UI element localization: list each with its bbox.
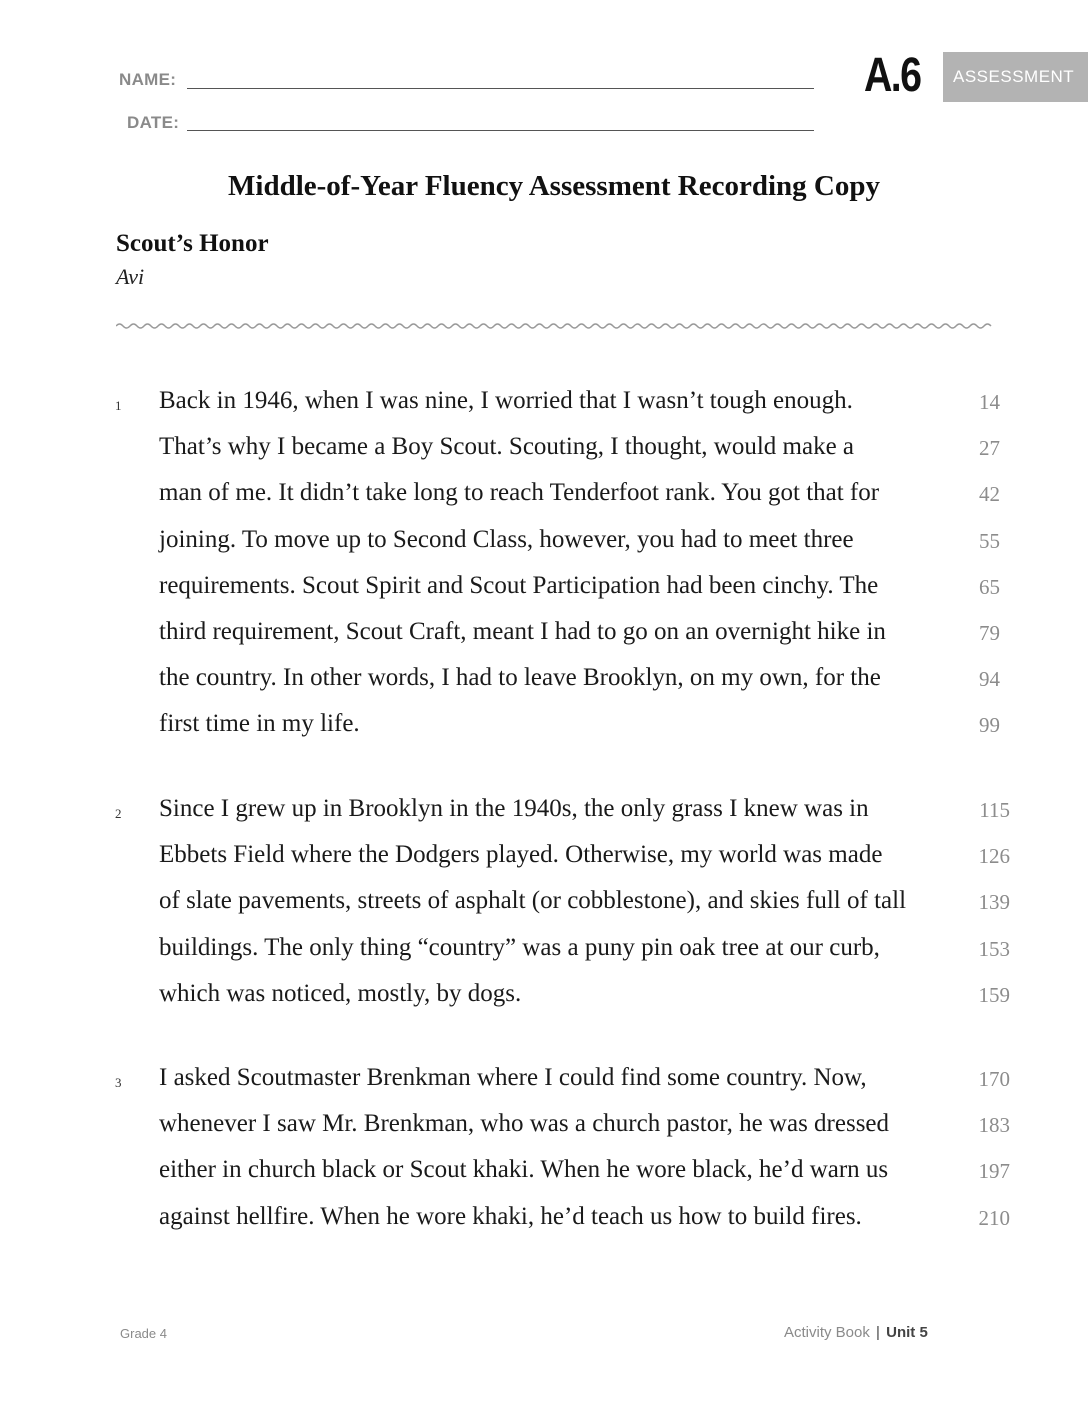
passage-line: Back in 1946, when I was nine, I worried that I wasn’t tough enough.: [159, 387, 853, 414]
word-count: 115: [979, 798, 1010, 822]
word-count: 159: [978, 982, 1010, 1007]
passage-line: either in church black or Scout khaki. When he wore black, he’d warn us: [159, 1156, 889, 1184]
section-tab: ASSESSMENT: [943, 52, 1088, 102]
passage-line: first time in my life.: [159, 710, 360, 738]
word-count: 153: [978, 936, 1010, 961]
passage-line: I asked Scoutmaster Brenkman where I could find some country. Now,: [159, 1064, 867, 1091]
paragraph-number: 1: [115, 398, 122, 413]
word-count: 27: [979, 436, 1000, 461]
passage-line: Since I grew up in Brooklyn in the 1940s, the only grass I knew was in: [159, 795, 869, 822]
story-author: Avi: [116, 264, 145, 289]
word-count: 55: [979, 528, 1000, 553]
passage-line: against hellfire. When he wore khaki, he’d teach us how to build fires.: [159, 1202, 862, 1230]
word-count: 210: [978, 1205, 1010, 1230]
passage-line: third requirement, Scout Craft, meant I had to go on an overnight hike in: [159, 618, 886, 645]
passage-line: which was noticed, mostly, by dogs.: [159, 979, 522, 1007]
word-count: 139: [978, 890, 1010, 915]
paragraph-number: 3: [115, 1075, 122, 1090]
word-count: 126: [978, 844, 1010, 869]
footer-book: Activity Book: [784, 1324, 870, 1341]
word-count: 65: [979, 574, 1000, 599]
word-count: 99: [979, 713, 1000, 738]
word-count: 14: [979, 390, 1000, 414]
page-title: Middle-of-Year Fluency Assessment Recording Copy: [228, 170, 880, 202]
activity-code: A.6: [864, 49, 921, 102]
word-count: 170: [978, 1067, 1010, 1091]
footer-unit: Unit 5: [886, 1324, 928, 1341]
passage-line: of slate pavements, streets of asphalt (or cobblestone), and skies full of tall: [159, 887, 907, 915]
word-count: 42: [979, 482, 1000, 507]
footer-grade: Grade 4: [120, 1326, 167, 1341]
name-label: NAME:: [119, 70, 177, 89]
wavy-divider: [116, 318, 992, 334]
passage-line: man of me. It didn’t take long to reach Tenderfoot rank. You got that for: [159, 479, 880, 507]
date-field[interactable]: [187, 130, 814, 131]
passage-line: the country. In other words, I had to leave Brooklyn, on my own, for the: [159, 664, 881, 692]
passage-line: joining. To move up to Second Class, however, you had to meet three: [159, 525, 854, 553]
word-count: 197: [978, 1159, 1010, 1184]
passage-line: buildings. The only thing “country” was a puny pin oak tree at our curb,: [159, 933, 880, 961]
story-title: Scout’s Honor: [116, 230, 269, 257]
word-count: 94: [979, 667, 1000, 692]
word-count: 79: [979, 621, 1000, 645]
word-count: 183: [978, 1113, 1010, 1138]
footer-separator: |: [876, 1324, 880, 1341]
paragraph-number: 2: [115, 806, 122, 821]
passage-line: requirements. Scout Spirit and Scout Participation had been cinchy. The: [159, 571, 879, 599]
passage-line: That’s why I became a Boy Scout. Scouting, I thought, would make a: [159, 433, 855, 461]
name-field[interactable]: [187, 88, 814, 89]
passage-line: Ebbets Field where the Dodgers played. Otherwise, my world was made: [159, 841, 883, 869]
footer-book-info: [784, 1324, 928, 1341]
passage-line: whenever I saw Mr. Brenkman, who was a church pastor, he was dressed: [159, 1110, 890, 1138]
date-label: DATE:: [127, 113, 180, 132]
